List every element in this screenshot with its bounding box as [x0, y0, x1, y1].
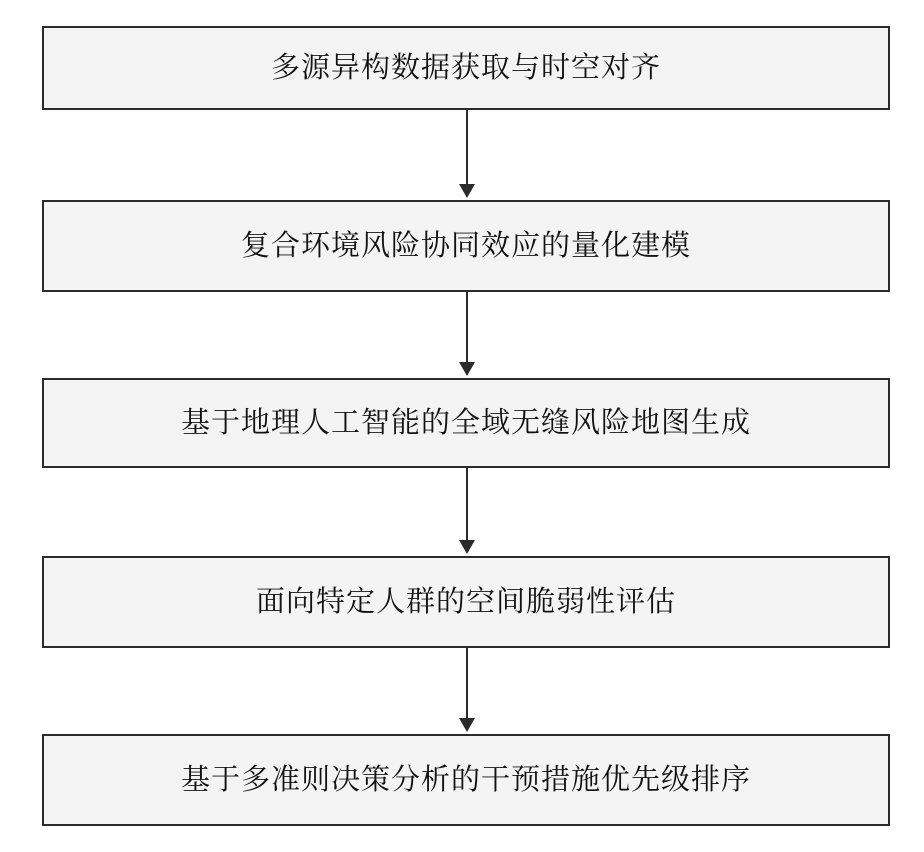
connector-line-3 — [466, 468, 468, 540]
flow-node-label: 复合环境风险协同效应的量化建模 — [240, 229, 691, 262]
arrow-down-icon — [459, 184, 475, 198]
flow-node-label: 多源异构数据获取与时空对齐 — [270, 51, 661, 84]
flow-node-label: 面向特定人群的空间脆弱性评估 — [255, 585, 676, 618]
flow-node-step1 — [42, 26, 890, 110]
flow-node-label: 基于地理人工智能的全域无缝风险地图生成 — [180, 406, 751, 439]
flow-node-step2 — [42, 200, 890, 292]
arrow-down-icon — [459, 540, 475, 554]
connector-line-4 — [466, 648, 468, 718]
connector-line-2 — [466, 292, 468, 362]
arrow-down-icon — [459, 718, 475, 732]
flow-node-step5 — [42, 734, 890, 826]
flow-node-label: 基于多准则决策分析的干预措施优先级排序 — [180, 763, 751, 796]
flow-node-step3 — [42, 378, 890, 468]
flow-node-step4 — [42, 556, 890, 648]
connector-line-1 — [466, 110, 468, 184]
arrow-down-icon — [459, 362, 475, 376]
